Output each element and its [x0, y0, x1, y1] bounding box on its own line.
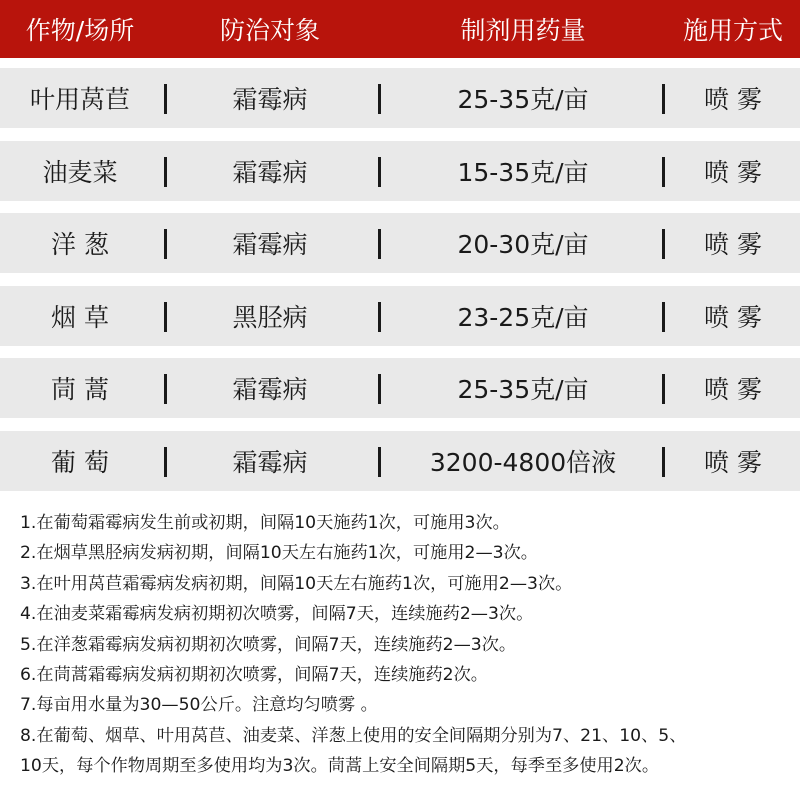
column-divider	[164, 374, 167, 404]
cell-method: 喷 雾	[704, 447, 762, 477]
column-divider	[378, 157, 381, 187]
column-divider	[662, 447, 665, 477]
cell-method: 喷 雾	[704, 230, 762, 259]
column-divider	[378, 84, 381, 114]
note-line: 2.在烟草黑胫病发病初期，间隔10天左右施药1次，可施用2—3次。	[20, 543, 538, 564]
cell-crop: 茼 蒿	[51, 375, 109, 404]
header-dosage: 制剂用药量	[460, 16, 586, 45]
cell-method: 喷 雾	[704, 157, 762, 187]
header-method: 施用方式	[682, 16, 783, 45]
table-row	[0, 213, 800, 273]
cell-crop: 葡 萄	[51, 447, 109, 477]
table-row	[0, 68, 800, 128]
column-divider	[164, 157, 167, 187]
column-divider	[164, 447, 167, 477]
note-line: 7.每亩用水量为30—50公斤。注意均匀喷雾 。	[20, 695, 378, 716]
cell-crop: 油麦菜	[42, 157, 118, 187]
cell-crop: 烟 草	[51, 302, 109, 332]
usage-notes	[20, 508, 790, 782]
column-divider	[662, 229, 665, 259]
note-line: 3.在叶用莴苣霜霉病发病初期，间隔10天左右施药1次，可施用2—3次。	[20, 573, 573, 594]
header-target: 防治对象	[219, 16, 320, 45]
cell-crop: 叶用莴苣	[29, 85, 130, 114]
column-divider	[378, 302, 381, 332]
cell-method: 喷 雾	[704, 375, 762, 404]
column-divider	[662, 157, 665, 187]
cell-target: 霜霉病	[232, 375, 308, 404]
note-line: 4.在油麦菜霜霉病发病初期初次喷雾，间隔7天，连续施药2—3次。	[20, 604, 534, 625]
cell-target: 霜霉病	[232, 85, 308, 114]
column-divider	[662, 374, 665, 404]
cell-dosage: 25-35克/亩	[457, 85, 589, 114]
column-divider	[378, 447, 381, 477]
cell-crop: 洋 葱	[51, 230, 109, 259]
header-crop: 作物/场所	[25, 16, 135, 45]
note-line: 5.在洋葱霜霉病发病初期初次喷雾，间隔7天，连续施药2—3次。	[20, 634, 517, 655]
cell-dosage: 23-25克/亩	[457, 302, 589, 332]
cell-dosage: 20-30克/亩	[457, 230, 589, 259]
column-divider	[164, 229, 167, 259]
note-line: 6.在茼蒿霜霉病发病初期初次喷雾，间隔7天，连续施药2次。	[20, 665, 488, 686]
column-divider	[378, 374, 381, 404]
cell-target: 霜霉病	[232, 230, 308, 259]
note-line: 1.在葡萄霜霉病发生前或初期，间隔10天施药1次，可施用3次。	[20, 513, 510, 533]
cell-dosage: 25-35克/亩	[457, 375, 589, 404]
table-header	[0, 0, 800, 58]
cell-target: 霜霉病	[232, 157, 308, 187]
table-body	[0, 68, 800, 503]
note-line: 10天，每个作物周期至多使用均为3次。茼蒿上安全间隔期5天，每季至多使用2次。	[20, 756, 660, 777]
table-row	[0, 431, 800, 491]
note-line: 8.在葡萄、烟草、叶用莴苣、油麦菜、洋葱上使用的安全间隔期分别为7、21、10、5、	[20, 725, 687, 746]
table-row	[0, 141, 800, 201]
table-row	[0, 286, 800, 346]
cell-method: 喷 雾	[704, 302, 762, 332]
cell-target: 黑胫病	[232, 302, 308, 332]
table-row	[0, 358, 800, 418]
cell-method: 喷 雾	[704, 85, 762, 114]
cell-target: 霜霉病	[232, 447, 308, 477]
cell-dosage: 3200-4800倍液	[429, 447, 617, 477]
column-divider	[164, 84, 167, 114]
column-divider	[378, 229, 381, 259]
column-divider	[662, 84, 665, 114]
cell-dosage: 15-35克/亩	[457, 157, 589, 187]
column-divider	[662, 302, 665, 332]
column-divider	[164, 302, 167, 332]
